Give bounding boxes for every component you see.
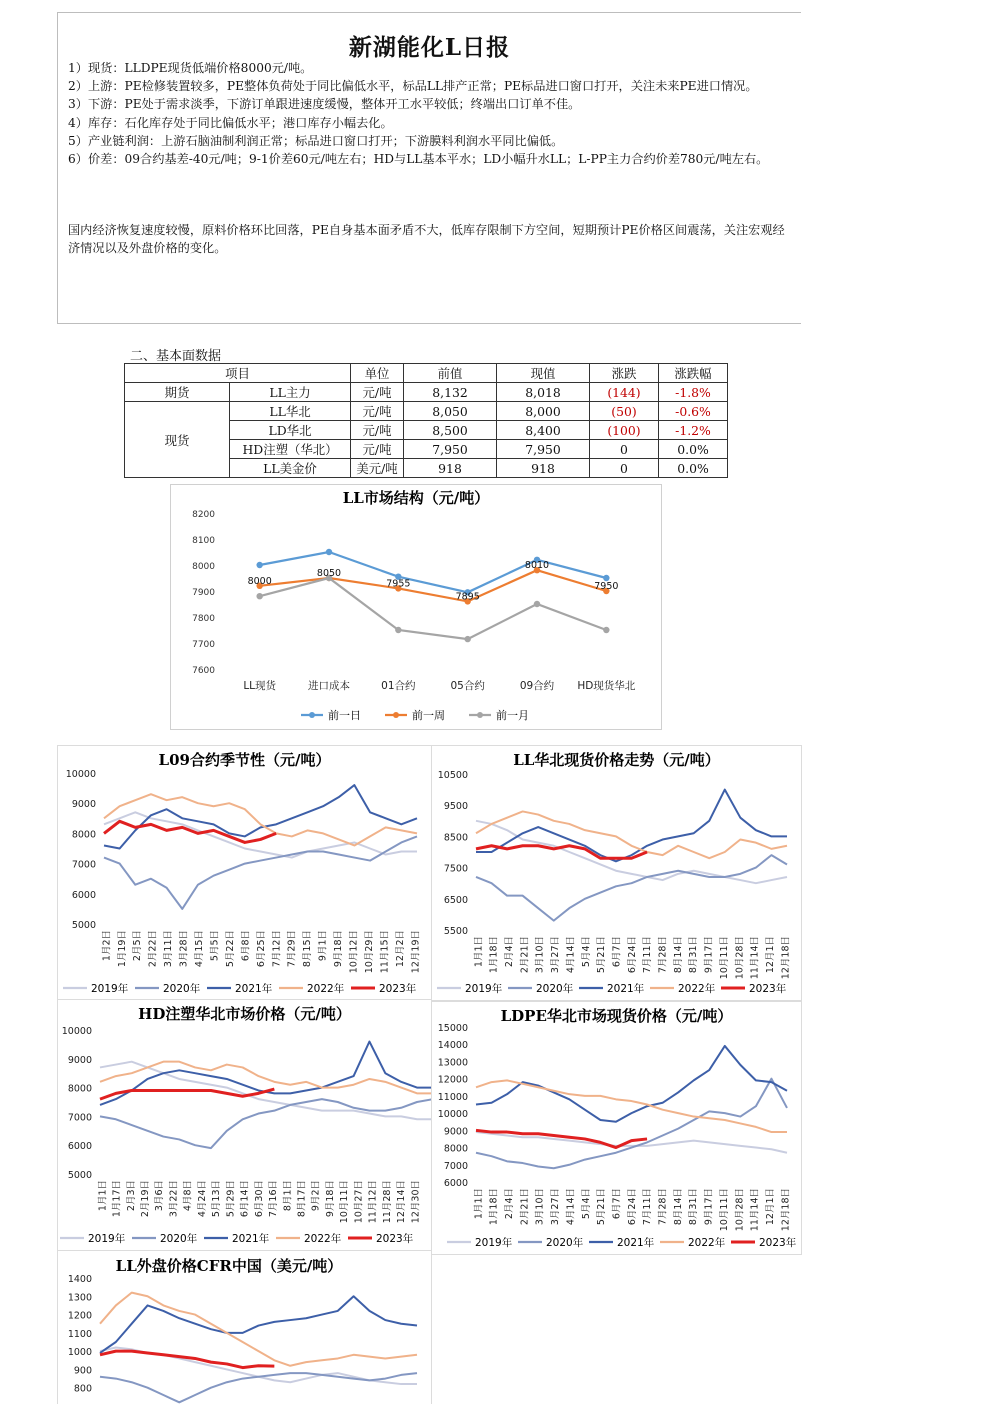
row-item: LL美金价 [230,459,351,478]
x-tick-label: 3月27日 [550,1188,562,1226]
legend-label: 2020年 [160,1233,198,1245]
x-tick-label: 6月7日 [611,936,623,968]
series-line [476,790,787,862]
x-tick-label: 12月18日 [780,1188,792,1232]
chart-title: LL外盘价格CFR中国（美元/吨） [115,1257,343,1275]
x-tick-label: 2月4日 [504,1188,516,1220]
y-tick-label: 9000 [443,1126,468,1138]
row-group-futures: 期货 [125,383,230,402]
y-tick-label: 8500 [443,832,468,844]
x-tick-label: 12月30日 [410,1180,422,1224]
y-tick-label: 6000 [67,1141,92,1153]
legend-marker [393,712,399,718]
data-point [256,593,262,599]
x-tick-label: 进口成本 [308,680,350,692]
y-tick-label: 11000 [437,1091,468,1103]
row-curr: 7,950 [497,440,590,459]
y-tick-label: 7000 [71,859,96,871]
x-tick-label: 8月1日 [282,1180,294,1212]
header-unit: 单位 [351,364,404,383]
series-line [100,1096,431,1148]
x-tick-label: 4月8日 [182,1180,194,1212]
y-tick-label: 9500 [443,801,468,813]
x-tick-label: 1月18日 [488,1188,500,1226]
row-chg: (100) [590,421,659,440]
row-prev: 8,500 [404,421,497,440]
y-tick-label: 1200 [67,1310,92,1322]
x-tick-label: 8月17日 [296,1180,308,1218]
row-pct: -1.2% [659,421,728,440]
report-box [57,12,801,324]
series-line [100,1373,417,1402]
x-tick-label: 6月7日 [611,1188,623,1220]
legend-label: 2023年 [379,983,417,995]
row-curr: 8,400 [497,421,590,440]
header-pct: 涨跌幅 [659,364,728,383]
data-label: 8050 [316,568,342,579]
row-chg: (144) [590,383,659,402]
row-unit: 元/吨 [351,440,404,459]
legend-label: 前一周 [412,709,445,722]
x-tick-label: 3月28日 [178,930,190,968]
y-tick-label: 1100 [67,1328,92,1340]
row-prev: 8,132 [404,383,497,402]
y-tick-label: 8000 [443,1143,468,1155]
x-tick-label: 12月1日 [764,936,776,974]
x-tick-label: 3月11日 [163,930,175,968]
x-tick-label: 10月28日 [734,1188,746,1232]
y-tick-label: 900 [73,1365,92,1377]
chart-hd-injection [57,999,432,1251]
chart-market-structure-svg [171,485,661,729]
x-tick-label: 10月11日 [339,1180,351,1224]
y-tick-label: 13000 [437,1057,468,1069]
x-tick-label: 10月11日 [718,936,730,980]
x-tick-label: 2月4日 [504,936,516,968]
x-tick-label: 8月31日 [688,1188,700,1226]
x-tick-label: 11月14日 [749,936,761,980]
x-tick-label: 5月22日 [224,930,236,968]
y-tick-label: 9000 [67,1054,92,1066]
y-tick-label: 7800 [192,614,215,624]
x-tick-label: HD现货华北 [577,680,636,692]
table-header-row [125,364,728,383]
series-line [104,812,417,857]
legend-label: 2023年 [376,1233,414,1245]
data-point [256,562,262,568]
series-line [476,846,647,858]
chart-hd-injection-svg [58,1000,431,1250]
x-tick-label: 3月27日 [550,936,562,974]
x-tick-label: 3月10日 [534,1188,546,1226]
data-point [464,636,470,642]
y-tick-label: 9000 [71,799,96,811]
x-tick-label: 4月14日 [565,1188,577,1226]
data-point [395,627,401,633]
x-tick-label: 3月6日 [154,1180,166,1212]
x-tick-label: 5月5日 [209,930,221,962]
series-line [100,1042,431,1105]
y-tick-label: 8000 [71,829,96,841]
x-tick-label: 3月10日 [534,936,546,974]
x-tick-label: 5月4日 [580,1188,592,1220]
x-tick-label: 9月17日 [703,936,715,974]
row-chg: 0 [590,440,659,459]
chart-title: LDPE华北市场现货价格（元/吨） [500,1007,733,1025]
x-tick-label: 8月15日 [302,930,314,968]
header-chg: 涨跌 [590,364,659,383]
row-prev: 918 [404,459,497,478]
section-heading: 二、基本面数据 [130,349,222,364]
legend-label: 前一月 [496,709,529,722]
chart-ll-cfr-china-svg [58,1251,431,1404]
legend-label: 2021年 [607,983,645,995]
row-unit: 美元/吨 [351,459,404,478]
row-curr: 8,000 [497,402,590,421]
legend-label: 2021年 [232,1233,270,1245]
x-tick-label: 3月22日 [168,1180,180,1218]
x-tick-label: 1月18日 [488,936,500,974]
legend-label: 2022年 [688,1237,726,1249]
y-tick-label: 10000 [437,1109,468,1121]
y-tick-label: 7700 [192,640,215,650]
x-tick-label: 5月21日 [596,936,608,974]
x-tick-label: 2月21日 [519,1188,531,1226]
x-tick-label: 4月24日 [196,1180,208,1218]
x-tick-label: 5月29日 [225,1180,237,1218]
chart-title: HD注塑华北市场价格（元/吨） [138,1005,351,1023]
chart-ll-north-spot-svg [432,746,801,1000]
data-point [534,601,540,607]
x-tick-label: 09合约 [519,680,555,692]
x-tick-label: 7月11日 [642,936,654,974]
x-tick-label: 7月16日 [268,1180,280,1218]
y-tick-label: 1000 [67,1347,92,1359]
y-tick-label: 10500 [437,770,468,781]
x-tick-label: 10月28日 [734,936,746,980]
chart-ll-north-spot [431,745,802,1001]
chart-ldpe-north-svg [432,1002,801,1254]
x-tick-label: 10月27日 [353,1180,365,1224]
x-tick-label: 7月12日 [271,930,283,968]
header-item: 项目 [125,364,351,383]
x-tick-label: 7月29日 [286,930,298,968]
chart-market-structure [170,484,662,730]
y-tick-label: 5000 [67,1170,92,1181]
x-tick-label: 12月1日 [764,1188,776,1226]
x-tick-label: 2月3日 [125,1180,137,1212]
data-label: 8000 [247,575,272,587]
y-tick-label: 6000 [71,889,96,901]
x-tick-label: 11月28日 [381,1180,393,1224]
x-tick-label: 9月17日 [703,1188,715,1226]
y-tick-label: 14000 [437,1040,468,1052]
x-tick-label: 1月1日 [97,1180,109,1212]
report-line-profit: 5）产业链利润：上游石脑油制利润正常；标品进口窗口打开；下游膜料利润水平同比偏低。 [68,133,564,148]
data-point [603,627,609,633]
x-tick-label: 12月19日 [410,930,422,974]
y-tick-label: 1400 [67,1274,92,1285]
x-tick-label: 6月25日 [255,930,267,968]
y-tick-label: 12000 [437,1074,468,1086]
row-chg: 0 [590,459,659,478]
data-label: 7895 [455,591,480,603]
legend-marker [477,712,483,718]
y-tick-label: 800 [73,1383,92,1395]
y-tick-label: 10000 [65,769,96,780]
series-line [104,836,417,908]
x-tick-label: 9月18日 [333,930,345,968]
series-line [476,855,787,921]
legend-label: 2019年 [88,1233,126,1245]
row-item: LL华北 [230,402,351,421]
legend-label: 2023年 [759,1237,797,1249]
report-title: 新湖能化L日报 [348,34,511,61]
x-tick-label: 5月4日 [580,936,592,968]
legend-label: 前一日 [328,709,361,722]
row-item: HD注塑（华北） [230,440,351,459]
legend-label: 2020年 [536,983,574,995]
report-line-spread: 6）价差：09合约基差-40元/吨；9-1价差60元/吨左右；HD与LL基本平水；LD小幅升水LL；L-PP主力合约价差780元/吨左右。 [68,152,769,167]
row-unit: 元/吨 [351,402,404,421]
chart-title: LL市场结构（元/吨） [342,489,490,507]
x-tick-label: 4月15日 [194,930,206,968]
row-prev: 7,950 [404,440,497,459]
x-tick-label: 10月11日 [718,1188,730,1232]
header-prev: 前值 [404,364,497,383]
row-group-spot: 现货 [125,402,230,478]
x-tick-label: 2月5日 [132,930,144,962]
legend-label: 2019年 [91,983,129,995]
chart-title: LL华北现货价格走势（元/吨） [513,751,720,769]
x-tick-label: 7月11日 [642,1188,654,1226]
report-line-inventory: 4）库存：石化库存处于同比偏低水平；港口库存小幅去化。 [68,115,393,130]
legend-label: 2022年 [678,983,716,995]
legend-label: 2020年 [546,1237,584,1249]
table-row [125,402,728,421]
x-tick-label: 9月1日 [317,930,329,962]
series-line [260,570,607,601]
chart-ldpe-north [431,1001,802,1255]
row-unit: 元/吨 [351,421,404,440]
chart-title: L09合约季节性（元/吨） [158,751,331,769]
row-pct: -1.8% [659,383,728,402]
y-tick-label: 7900 [192,588,215,598]
y-tick-label: 5000 [71,920,96,931]
series-line [260,578,607,639]
series-line [100,1296,417,1353]
legend-label: 2019年 [465,983,503,995]
x-tick-label: 8月14日 [672,1188,684,1226]
data-label: 7950 [594,581,619,592]
x-tick-label: 1月1日 [473,1188,485,1220]
row-pct: 0.0% [659,440,728,459]
x-tick-label: 11月12日 [367,1180,379,1224]
row-prev: 8,050 [404,402,497,421]
x-tick-label: 2月22日 [147,930,159,968]
data-label: 7955 [386,578,411,590]
y-tick-label: 6500 [443,894,468,906]
legend-label: 2023年 [749,983,787,995]
x-tick-label: 01合约 [381,680,416,692]
x-tick-label: 6月30日 [253,1180,265,1218]
report-summary: 国内经济恢复速度较慢，原料价格环比回落，PE自身基本面矛盾不大，低库存限制下方空间，短期预计PE价格区间震荡，关注宏观经济情况以及外盘价格的变化。 [68,223,785,256]
x-tick-label: 6月8日 [240,930,252,962]
table-row [125,383,728,402]
x-tick-label: 6月24日 [626,1188,638,1226]
report-line-spot: 1）现货：LLDPE现货低端价格8000元/吨。 [68,61,313,75]
data-point [326,549,332,555]
series-line [104,821,276,842]
legend-label: 2022年 [307,983,345,995]
chart-l09-seasonal [57,745,432,1001]
y-tick-label: 6000 [443,1178,468,1189]
row-curr: 918 [497,459,590,478]
series-line [104,794,417,845]
y-tick-label: 7600 [192,666,215,676]
x-tick-label: 5月13日 [211,1180,223,1218]
x-tick-label: 7月28日 [657,1188,669,1226]
chart-l09-seasonal-svg [58,746,431,1000]
x-tick-label: 2月21日 [519,936,531,974]
legend-marker [309,712,315,718]
x-tick-label: 9月18日 [324,1180,336,1218]
y-tick-label: 8000 [192,562,215,572]
x-tick-label: 10月29日 [363,930,375,974]
row-chg: (50) [590,402,659,421]
row-pct: -0.6% [659,402,728,421]
x-tick-label: 1月2日 [101,930,113,962]
series-line [260,552,607,592]
y-tick-label: 7000 [67,1112,92,1124]
fundamentals-table [124,363,728,478]
y-tick-label: 15000 [437,1023,468,1034]
x-tick-label: 8月14日 [672,936,684,974]
y-tick-label: 8000 [67,1083,92,1095]
legend-label: 2021年 [235,983,273,995]
x-tick-label: 6月14日 [239,1180,251,1218]
x-tick-label: 1月17日 [111,1180,123,1218]
y-tick-label: 10000 [61,1026,92,1037]
row-unit: 元/吨 [351,383,404,402]
row-item: LL主力 [230,383,351,402]
report-lines [68,59,798,168]
x-tick-label: 9月2日 [310,1180,322,1212]
x-tick-label: 8月31日 [688,936,700,974]
x-tick-label: 12月14日 [396,1180,408,1224]
y-tick-label: 1300 [67,1292,92,1304]
row-item: LD华北 [230,421,351,440]
report-line-downstream: 3）下游：PE处于需求淡季，下游订单跟进速度缓慢，整体开工水平较低；终端出口订单不佳。 [68,97,581,112]
row-curr: 8,018 [497,383,590,402]
series-line [100,1293,417,1366]
x-tick-label: 5月21日 [596,1188,608,1226]
x-tick-label: 6月24日 [626,936,638,974]
series-line [476,1080,787,1132]
x-tick-label: 2月19日 [140,1180,152,1218]
legend-label: 2019年 [475,1237,513,1249]
x-tick-label: 11月14日 [749,1188,761,1232]
y-tick-label: 7000 [443,1160,468,1172]
legend-label: 2021年 [617,1237,655,1249]
x-tick-label: 12月2日 [394,930,406,968]
x-tick-label: 10月12日 [348,930,360,974]
x-tick-label: 1月1日 [473,936,485,968]
x-tick-label: 7月28日 [657,936,669,974]
x-tick-label: 4月14日 [565,936,577,974]
data-label: 8010 [524,560,550,572]
report-line-upstream: 2）上游：PE检修装置较多，PE整体负荷处于同比偏低水平，标品LL排产正常；PE标品进口窗口打开，关注未来PE进口情况。 [68,79,758,94]
x-tick-label: 1月19日 [116,930,128,968]
x-tick-label: 12月18日 [780,936,792,980]
x-tick-label: LL现货 [243,680,277,692]
y-tick-label: 8100 [192,536,215,546]
y-tick-label: 5500 [443,926,468,937]
header-curr: 现值 [497,364,590,383]
legend-label: 2020年 [163,983,201,995]
chart-ll-cfr-china [57,1250,432,1404]
x-tick-label: 11月15日 [379,930,391,974]
legend-label: 2022年 [304,1233,342,1245]
x-tick-label: 05合约 [450,680,485,692]
y-tick-label: 8200 [192,510,215,520]
row-pct: 0.0% [659,459,728,478]
y-tick-label: 7500 [443,863,468,875]
